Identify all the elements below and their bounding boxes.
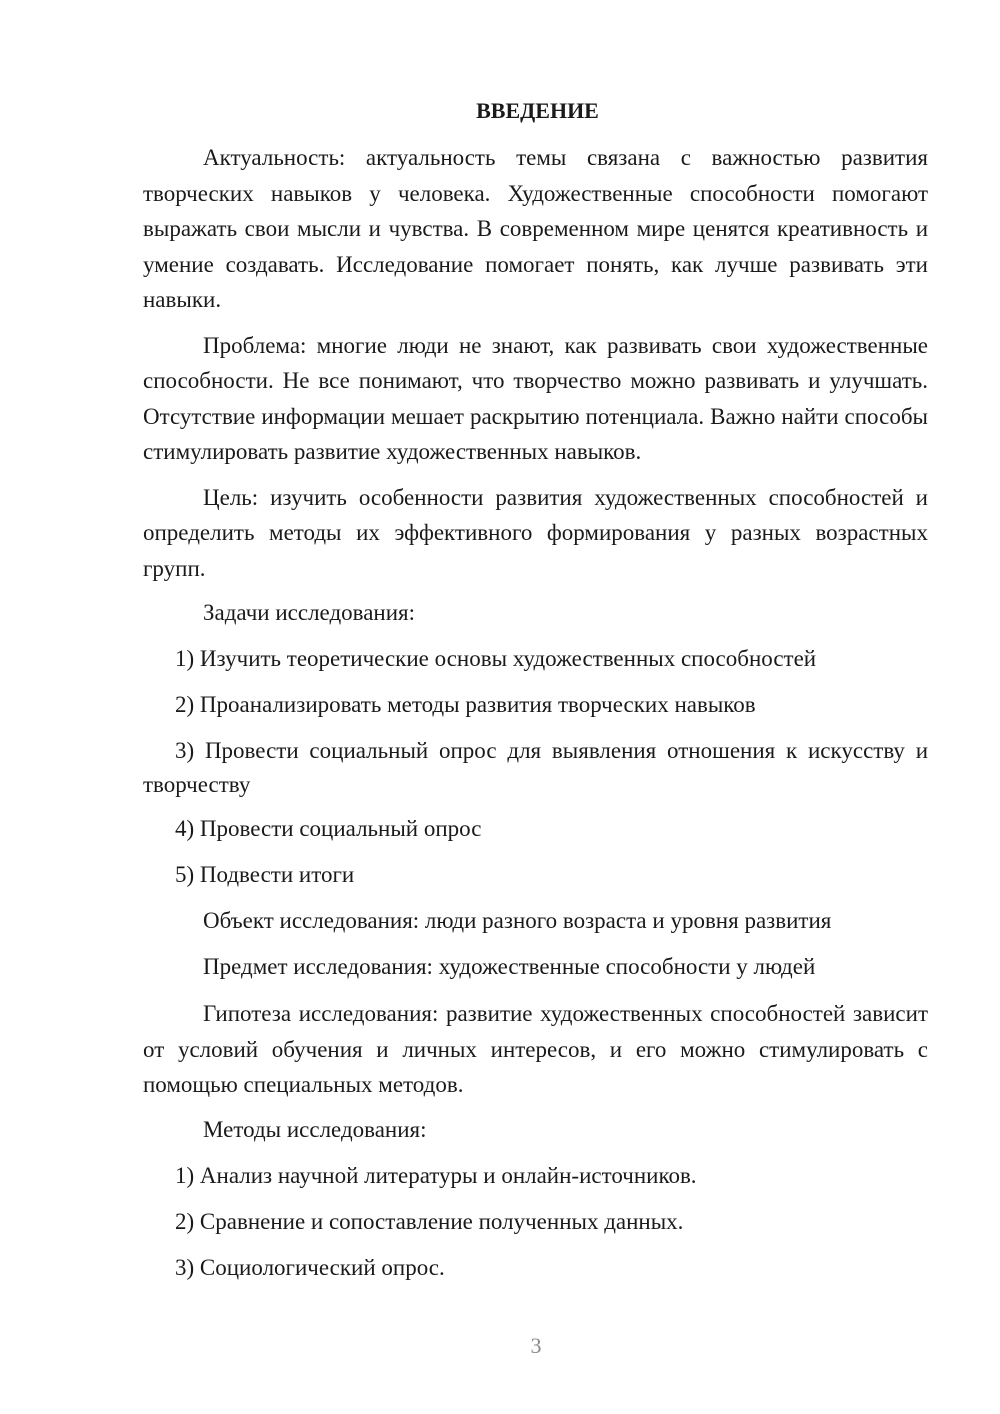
subject-paragraph: Предмет исследования: художественные способности у людей: [203, 954, 816, 979]
relevance-paragraph: Актуальность: актуальность темы связана с важностью развития творческих навыков у человека. Художественные способности помогают выражать свои мысли и чувства. В современном мире ценятся креативность и умение создавать. Исследование помогает понять, как лучше развивать эти навыки.: [143, 145, 928, 312]
page-number: 3: [530, 1333, 542, 1358]
task-item: 3) Провести социальный опрос для выявления отношения к искусству и творчеству: [143, 738, 928, 797]
goal-paragraph: Цель: изучить особенности развития художественных способностей и определить методы их эффективного формирования у разных возрастных групп.: [143, 484, 928, 581]
hypothesis-paragraph: Гипотеза исследования: развитие художественных способностей зависит от условий обучения и личных интересов, и его можно стимулировать с помощью специальных методов.: [143, 1001, 928, 1097]
problem-paragraph: Проблема: многие люди не знают, как развивать свои художественные способности. Не все понимают, что творчество можно развивать и улучшать. Отсутствие информации мешает раскрытию потенциала. Важно найти способы стимулировать развитие художественных навыков.: [143, 332, 928, 464]
tasks-label: Задачи исследования:: [203, 600, 416, 625]
task-item: 1) Изучить теоретические основы художественных способностей: [175, 646, 817, 671]
tasks-list: [143, 642, 928, 892]
section-heading: ВВЕДЕНИЕ: [476, 98, 599, 123]
object-paragraph: Объект исследования: люди разного возраста и уровня развития: [203, 908, 832, 933]
methods-label: Методы исследования:: [203, 1116, 427, 1142]
methods-list: [143, 1159, 928, 1285]
document-page: [143, 94, 928, 1285]
task-item: 2) Проанализировать методы развития творческих навыков: [175, 692, 756, 717]
method-item: 1) Анализ научной литературы и онлайн-источников.: [175, 1162, 697, 1188]
method-item: 2) Сравнение и сопоставление полученных данных.: [175, 1208, 684, 1234]
task-item: 4) Провести социальный опрос: [175, 816, 482, 841]
task-item: 5) Подвести итоги: [175, 862, 355, 887]
method-item: 3) Социологический опрос.: [175, 1254, 445, 1280]
